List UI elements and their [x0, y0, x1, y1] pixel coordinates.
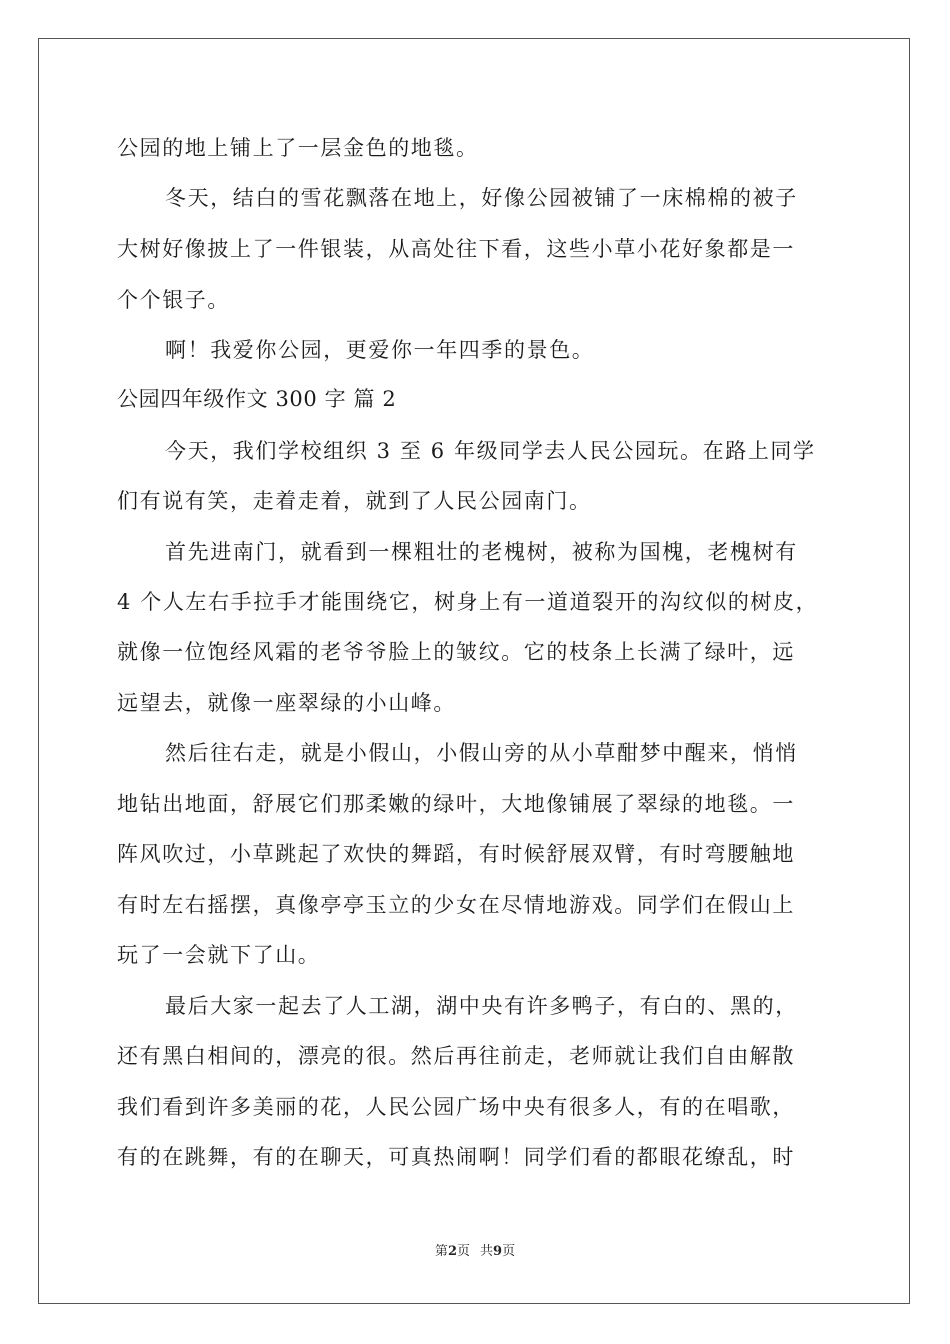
text-line: 最后大家一起去了人工湖，湖中央有许多鸭子，有白的、黑的，	[165, 994, 798, 1018]
text-line: 有时左右摇摆，真像亭亭玉立的少女在尽情地游戏。同学们在假山上	[117, 893, 795, 917]
page-number: 2	[447, 1244, 457, 1259]
total-suffix: 页	[502, 1244, 516, 1259]
text-line: 今天，我们学校组织 3 至 6 年级同学去人民公园玩。在路上同学	[165, 439, 816, 463]
text-line: 我们看到许多美丽的花，人民公园广场中央有很多人，有的在唱歌，	[117, 1095, 795, 1119]
text-line: 远望去，就像一座翠绿的小山峰。	[117, 691, 456, 715]
text-line: 地钻出地面，舒展它们那柔嫩的绿叶，大地像铺展了翠绿的地毯。一	[117, 792, 795, 816]
text-line: 有的在跳舞，有的在聊天，可真热闹啊！同学们看的都眼花缭乱，时	[117, 1145, 795, 1169]
text-line: 然后往右走，就是小假山，小假山旁的从小草酣梦中醒来，悄悄	[165, 741, 798, 765]
text-line: 还有黑白相间的，漂亮的很。然后再往前走，老师就让我们自由解散	[117, 1044, 795, 1068]
text-line: 4 个人左右手拉手才能围绕它，树身上有一道道裂开的沟纹似的树皮，	[117, 590, 819, 614]
page-footer	[0, 1243, 950, 1261]
text-line: 大树好像披上了一件银装，从高处往下看，这些小草小花好象都是一	[117, 237, 795, 261]
text-line: 阵风吹过，小草跳起了欢快的舞蹈，有时候舒展双臂，有时弯腰触地	[117, 842, 795, 866]
text-line: 个个银子。	[117, 288, 230, 312]
section-heading: 公园四年级作文 300 字 篇 2	[117, 387, 397, 411]
text-line: 首先进南门，就看到一棵粗壮的老槐树，被称为国槐，老槐树有	[165, 540, 798, 564]
text-line: 玩了一会就下了山。	[117, 943, 321, 967]
text-line: 就像一位饱经风霜的老爷爷脸上的皱纹。它的枝条上长满了绿叶，远	[117, 640, 795, 664]
page-prefix: 第	[434, 1244, 448, 1259]
text-line: 啊！我爱你公园，更爱你一年四季的景色。	[165, 338, 595, 362]
page-suffix: 页	[456, 1244, 470, 1259]
text-line: 公园的地上铺上了一层金色的地毯。	[117, 136, 479, 160]
total-prefix: 共	[480, 1244, 494, 1259]
total-pages: 9	[493, 1244, 503, 1259]
text-line: 冬天，结白的雪花飘落在地上，好像公园被铺了一床棉棉的被子	[165, 186, 798, 210]
text-line: 们有说有笑，走着走着，就到了人民公园南门。	[117, 489, 592, 513]
